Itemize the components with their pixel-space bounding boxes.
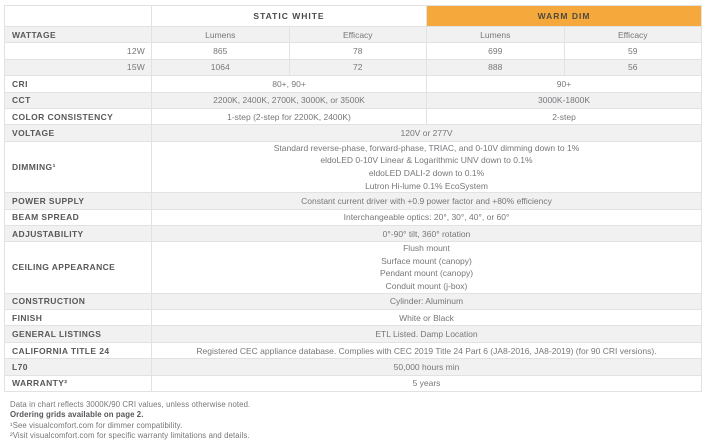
spec-row-ceiling-appearance	[5, 241, 701, 292]
spec-row-warranty	[5, 375, 701, 391]
adjustability-label: ADJUSTABILITY	[12, 228, 84, 239]
wattage-15w-warm-efficacy: 56	[564, 60, 702, 75]
dimming-label: DIMMING¹	[12, 161, 56, 172]
power-supply-value: Constant current driver with +0.9 power factor and +80% efficiency	[151, 193, 701, 208]
color-consistency-label: COLOR CONSISTENCY	[12, 111, 114, 122]
finish-label: FINISH	[12, 312, 43, 323]
ceiling-appearance-line-1: Flush mount	[403, 243, 450, 254]
general-listings-label: GENERAL LISTINGS	[12, 329, 102, 340]
spec-row-construction	[5, 293, 701, 309]
ceiling-appearance-value	[151, 242, 701, 292]
footnote-ordering-grids: Ordering grids available on page 2.	[10, 410, 144, 420]
ceiling-appearance-label: CEILING APPEARANCE	[12, 262, 116, 273]
wattage-12w-label: 12W	[126, 46, 145, 57]
ceiling-appearance-line-4: Conduit mount (j-box)	[385, 281, 468, 292]
wattage-label: WATTAGE	[12, 29, 57, 40]
spec-row-california-title-24	[5, 342, 701, 358]
wattage-header-row	[5, 26, 701, 42]
footnote-dimmer-compatibility: ¹See visualcomfort.com for dimmer compatibility.	[10, 420, 183, 430]
cct-static-value: 2200K, 2400K, 2700K, 3000K, or 3500K	[151, 93, 426, 108]
wattage-15w-static-lumens: 1064	[151, 60, 289, 75]
l70-label: L70	[12, 361, 28, 372]
finish-value: White or Black	[151, 310, 701, 325]
spec-row-l70	[5, 358, 701, 374]
voltage-value: 120V or 277V	[151, 125, 701, 140]
ceiling-appearance-line-2: Surface mount (canopy)	[381, 255, 472, 266]
warranty-value: 5 years	[151, 376, 701, 391]
spec-row-adjustability	[5, 225, 701, 241]
dimming-line-2: eldoLED 0-10V Linear & Logarithmic UNV down to 0.1%	[320, 155, 533, 166]
wattage-12w-static-lumens: 865	[151, 43, 289, 58]
construction-label: CONSTRUCTION	[12, 296, 86, 307]
footnotes	[4, 392, 702, 442]
beam-spread-value: Interchangeable optics: 20°, 30°, 40°, or 60°	[151, 210, 701, 225]
warranty-label: WARRANTY²	[12, 378, 68, 389]
california-title-24-value: Registered CEC appliance database. Complies with CEC 2019 Title 24 Part 6 (JA8-2016, JA8-2019) (for 90 CRI versions).	[151, 343, 701, 358]
wattage-12w-static-efficacy: 78	[289, 43, 427, 58]
beam-spread-label: BEAM SPREAD	[12, 212, 80, 223]
cri-warm-value: 90+	[426, 76, 701, 91]
spec-row-power-supply	[5, 192, 701, 208]
l70-value: 50,000 hours min	[151, 359, 701, 374]
spec-row-finish	[5, 309, 701, 325]
spec-row-general-listings	[5, 325, 701, 341]
wattage-15w-warm-lumens: 888	[426, 60, 564, 75]
footnote-warranty-details: ²Visit visualcomfort.com for specific warranty limitations and details.	[10, 431, 250, 441]
table-header-row	[5, 6, 701, 26]
spec-row-voltage	[5, 124, 701, 140]
static-lumens-header: Lumens	[151, 27, 289, 42]
static-efficacy-header: Efficacy	[289, 27, 427, 42]
california-title-24-label: CALIFORNIA TITLE 24	[12, 345, 110, 356]
corner-empty-cell	[5, 6, 151, 26]
dimming-value	[151, 142, 701, 192]
wattage-15w-label: 15W	[126, 62, 145, 73]
dimming-line-4: Lutron Hi-lume 0.1% EcoSystem	[365, 180, 488, 191]
color-consistency-warm-value: 2-step	[426, 109, 701, 124]
cri-label: CRI	[12, 78, 28, 89]
spec-row-cct	[5, 92, 701, 108]
adjustability-value: 0°-90° tilt, 360° rotation	[151, 226, 701, 241]
cct-label: CCT	[12, 95, 31, 106]
cct-warm-value: 3000K-1800K	[426, 93, 701, 108]
spec-row-color-consistency	[5, 108, 701, 124]
wattage-15w-static-efficacy: 72	[289, 60, 427, 75]
static-white-header: STATIC WHITE	[151, 6, 426, 26]
cri-static-value: 80+, 90+	[151, 76, 426, 91]
warm-dim-header: WARM DIM	[426, 6, 701, 26]
warm-efficacy-header: Efficacy	[564, 27, 702, 42]
color-consistency-static-value: 1-step (2-step for 2200K, 2400K)	[151, 109, 426, 124]
wattage-12w-warm-efficacy: 59	[564, 43, 702, 58]
wattage-row-15w	[5, 59, 701, 75]
spec-row-beam-spread	[5, 209, 701, 225]
warm-lumens-header: Lumens	[426, 27, 564, 42]
footnote-data-basis: Data in chart reflects 3000K/90 CRI values, unless otherwise noted.	[10, 400, 251, 410]
wattage-12w-warm-lumens: 699	[426, 43, 564, 58]
dimming-line-1: Standard reverse-phase, forward-phase, TRIAC, and 0-10V dimming down to 1%	[273, 142, 580, 153]
spec-row-dimming	[5, 141, 701, 192]
general-listings-value: ETL Listed. Damp Location	[151, 326, 701, 341]
ceiling-appearance-line-3: Pendant mount (canopy)	[379, 268, 474, 279]
spec-table	[4, 5, 702, 392]
power-supply-label: POWER SUPPLY	[12, 195, 85, 206]
voltage-label: VOLTAGE	[12, 128, 55, 139]
construction-value: Cylinder: Aluminum	[151, 294, 701, 309]
wattage-row-12w	[5, 42, 701, 58]
dimming-line-3: eldoLED DALI-2 down to 0.1%	[368, 167, 485, 178]
spec-row-cri	[5, 75, 701, 91]
